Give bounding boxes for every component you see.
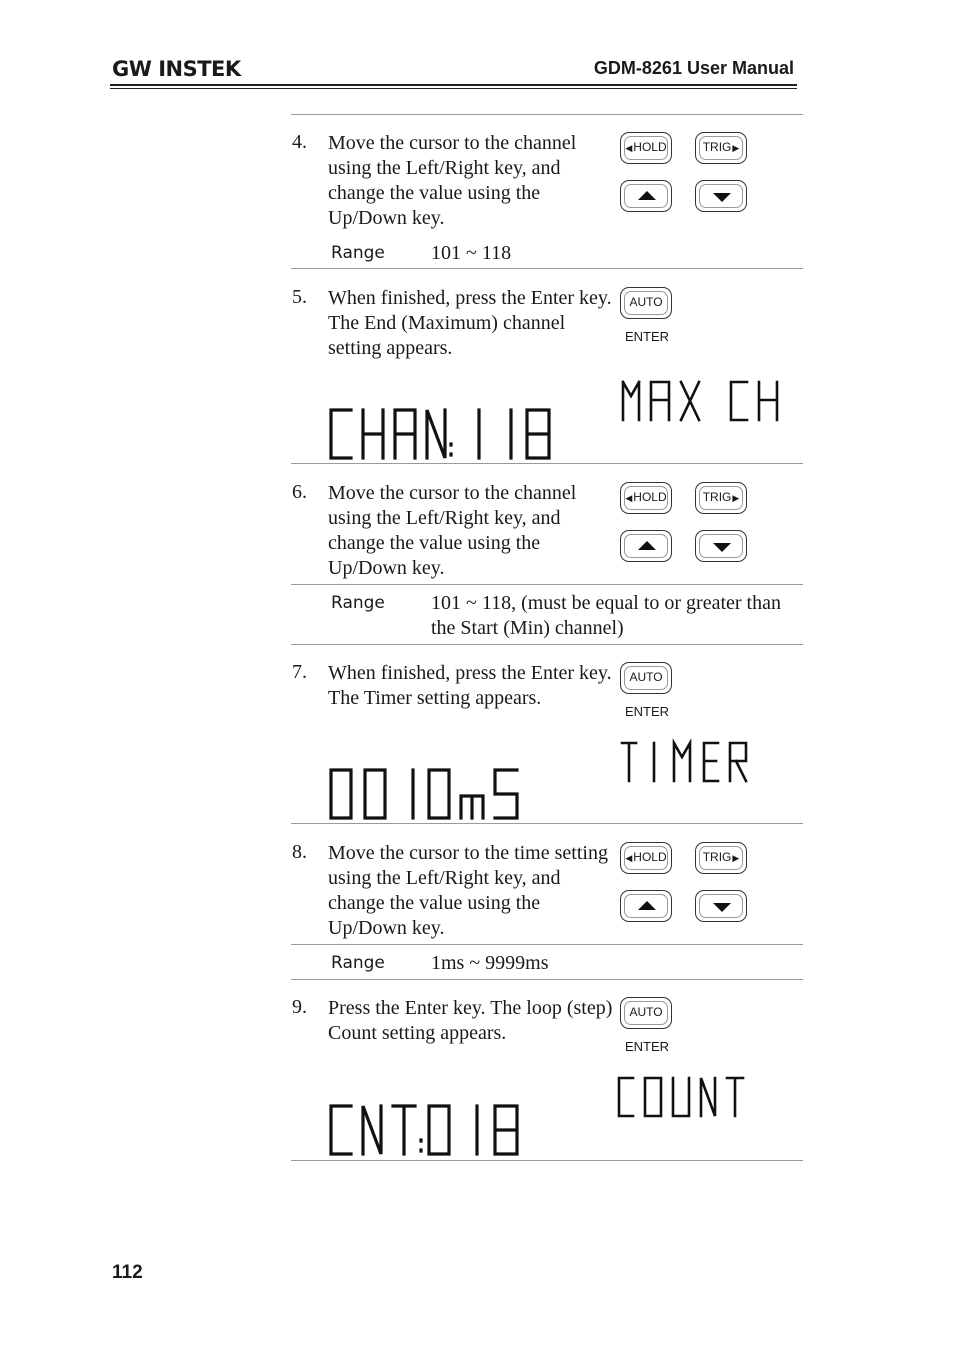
step-number: 9.: [292, 996, 307, 1018]
auto-key-label: AUTO: [629, 295, 663, 309]
lcd-main-display-count-value: [329, 1104, 524, 1156]
enter-label: ENTER: [625, 704, 670, 719]
hold-key[interactable]: [620, 482, 672, 514]
lcd-sub-display-count: [617, 1076, 747, 1118]
manual-title: GDM-8261 User Manual: [593, 58, 794, 78]
enter-label: ENTER: [625, 329, 670, 344]
trig-key-label: TRIG ▶: [696, 490, 746, 504]
arrow-up-icon: [638, 901, 656, 910]
trig-key-label: TRIG ▶: [696, 850, 746, 864]
header-rule-thin: [110, 88, 797, 89]
lcd-main-display-chan-118: [329, 408, 554, 460]
step-number: 8.: [292, 841, 307, 863]
divider: [291, 114, 803, 115]
step-number: 6.: [292, 481, 307, 503]
divider: [291, 268, 803, 269]
range-label: Range: [331, 953, 385, 973]
up-key[interactable]: [620, 530, 672, 562]
step-number: 4.: [292, 131, 307, 153]
hold-key[interactable]: [620, 132, 672, 164]
step-number: 7.: [292, 661, 307, 683]
down-key[interactable]: [695, 180, 747, 212]
arrow-down-icon: [713, 543, 731, 552]
range-label: Range: [331, 593, 385, 613]
step-text: When finished, press the Enter key. The End (Maximum) channel setting appears.: [328, 287, 612, 359]
range-value: 101 ~ 118: [431, 242, 512, 264]
auto-enter-key[interactable]: [620, 997, 672, 1029]
page-number: 112: [112, 1262, 143, 1283]
step-text: Move the cursor to the time setting using the Left/Right key, and change the value using the Up/Down key.: [328, 842, 608, 939]
auto-enter-key[interactable]: [620, 662, 672, 694]
auto-key-label: AUTO: [629, 1005, 663, 1019]
auto-key-label: AUTO: [629, 670, 663, 684]
step-number: 5.: [292, 286, 307, 308]
lcd-sub-display-max-ch: [621, 380, 781, 422]
brand-logo: GW INSTEK: [112, 57, 241, 81]
divider: [291, 584, 803, 585]
step-text: When finished, press the Enter key. The Timer setting appears.: [328, 662, 612, 709]
hold-key-label: ◀ HOLD: [621, 140, 671, 154]
divider: [291, 463, 803, 464]
up-key[interactable]: [620, 180, 672, 212]
divider: [291, 979, 803, 980]
range-value: 101 ~ 118, (must be equal to or greater than the Start (Min) channel): [431, 592, 781, 639]
arrow-down-icon: [713, 193, 731, 202]
range-value: 1ms ~ 9999ms: [431, 952, 549, 974]
divider: [291, 1160, 803, 1161]
down-key[interactable]: [695, 890, 747, 922]
hold-key[interactable]: [620, 842, 672, 874]
arrow-up-icon: [638, 541, 656, 550]
hold-key-label: ◀ HOLD: [621, 490, 671, 504]
down-key[interactable]: [695, 530, 747, 562]
lcd-sub-display-timer: [622, 741, 752, 783]
step-text: Press the Enter key. The loop (step) Count setting appears.: [328, 997, 613, 1044]
hold-key-label: ◀ HOLD: [621, 850, 671, 864]
auto-enter-key[interactable]: [620, 287, 672, 319]
step-text: Move the cursor to the channel using the Left/Right key, and change the value using the Up/Down key.: [328, 482, 577, 579]
divider: [291, 944, 803, 945]
arrow-up-icon: [638, 191, 656, 200]
step-text: Move the cursor to the channel using the Left/Right key, and change the value using the Up/Down key.: [328, 132, 577, 229]
divider: [291, 823, 803, 824]
trig-key-label: TRIG ▶: [696, 140, 746, 154]
enter-label: ENTER: [625, 1039, 670, 1054]
arrow-down-icon: [713, 903, 731, 912]
trig-key[interactable]: [695, 842, 747, 874]
lcd-main-display-timer-value: [329, 768, 524, 820]
header-rule: [110, 84, 797, 86]
trig-key[interactable]: [695, 482, 747, 514]
up-key[interactable]: [620, 890, 672, 922]
trig-key[interactable]: [695, 132, 747, 164]
divider: [291, 644, 803, 645]
range-label: Range: [331, 243, 385, 263]
